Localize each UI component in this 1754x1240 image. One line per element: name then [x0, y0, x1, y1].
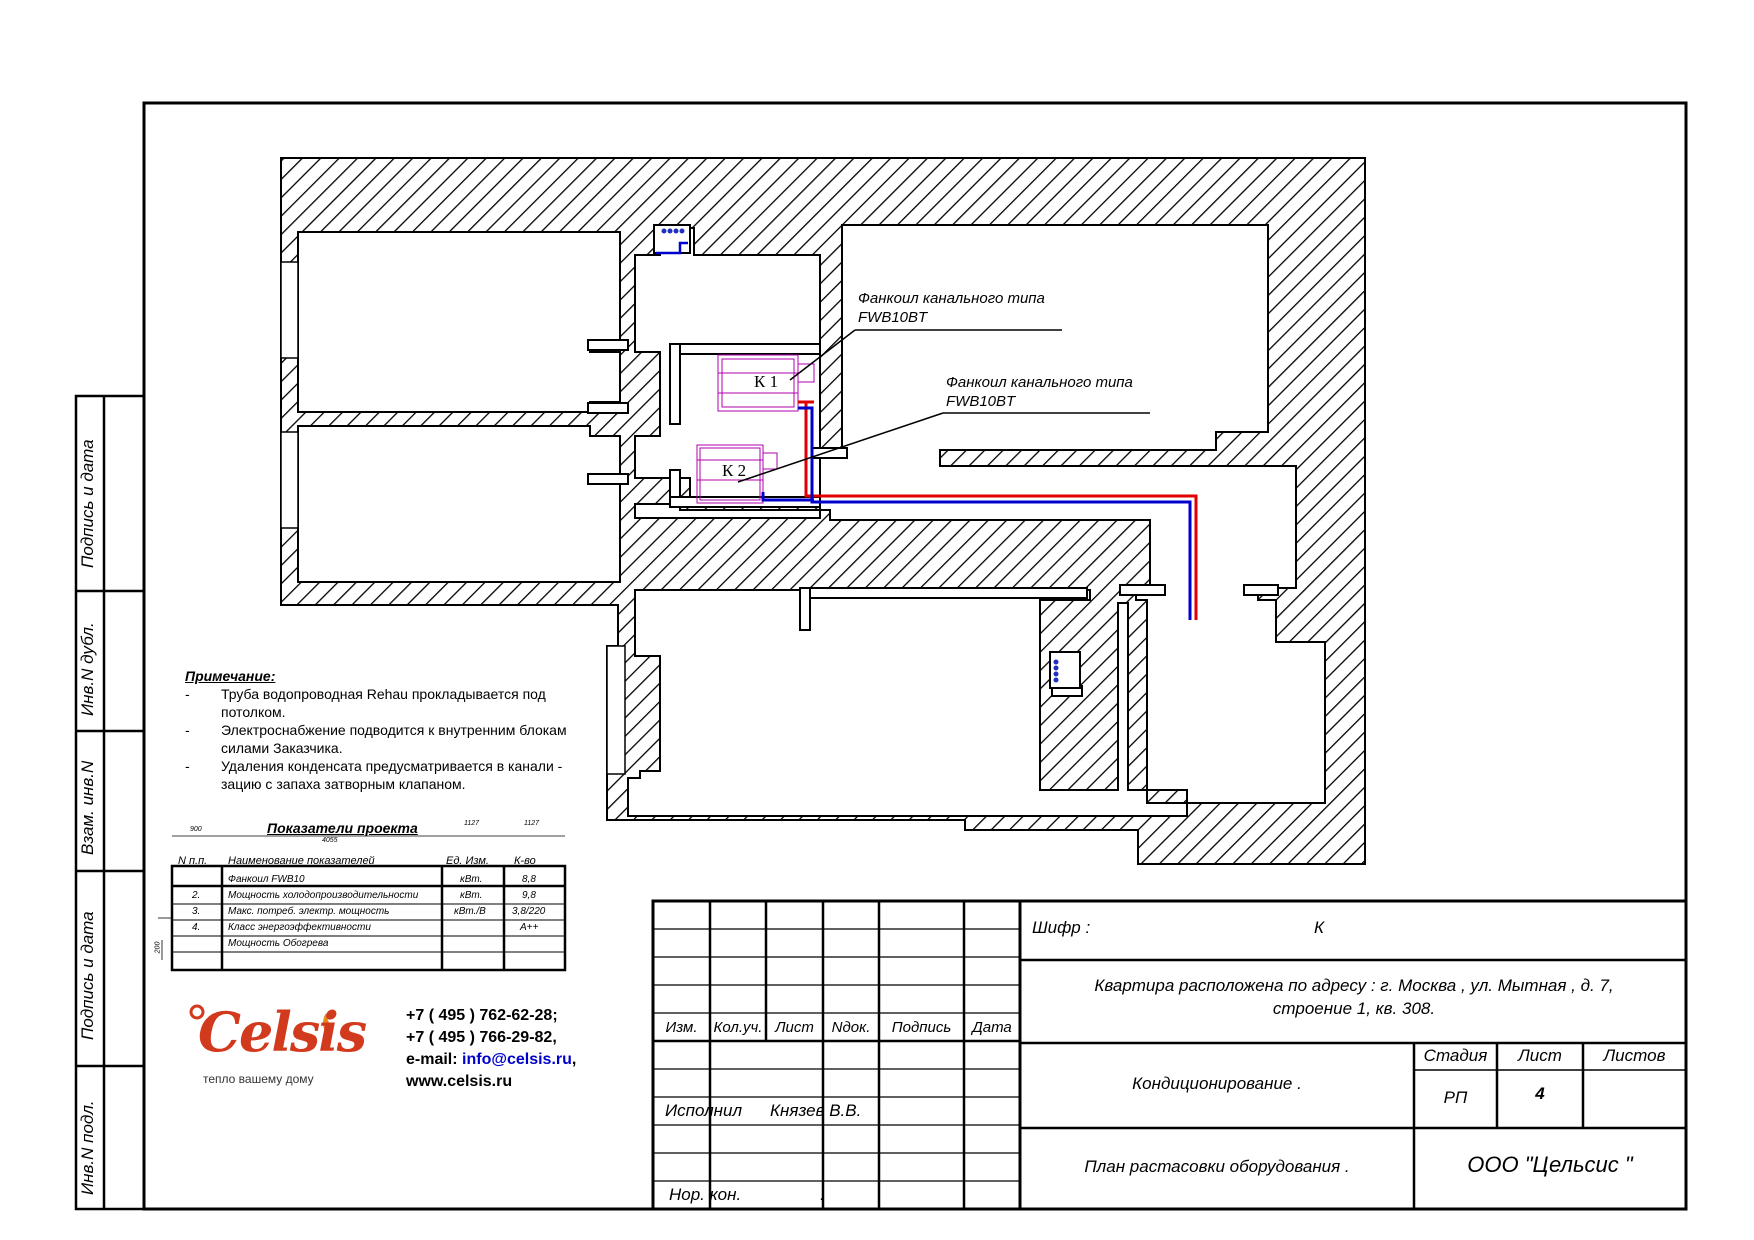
note-item: - Труба водопроводная Rehau прокладывается под потолком. [185, 686, 546, 720]
address-line1: Квартира расположена по адресу : г. Москва , ул. Мытная , д. 7, [1094, 976, 1614, 995]
address [1022, 974, 1686, 1020]
celsis-logo-text: Celsis [198, 1000, 366, 1064]
cell: Мощность холодопроизводительности [228, 890, 419, 901]
note-item: - Удаления конденсата предусматривается в канали - зацию с запаха затворным клапаном. [185, 758, 563, 792]
col-izm: Изм. [665, 1019, 698, 1036]
drawing-name: План растасовки оборудования . [1084, 1157, 1350, 1176]
phone-2: +7 ( 495 ) 766-29-82, [406, 1029, 557, 1046]
side-label-3: Взам. инв.N [78, 760, 97, 855]
side-label-1: Подпись и дата [78, 439, 97, 568]
dim-200: 200 [154, 941, 162, 954]
indicators-title: Показатели проекта [267, 820, 418, 836]
dim-1127a: 1127 [464, 820, 480, 827]
cell: 3,8/220 [512, 906, 546, 917]
norm-label: Нор. кон. [669, 1185, 742, 1204]
th-name: Наименование показателей [228, 855, 375, 867]
cell: 2. [192, 890, 201, 901]
cell: 3. [192, 906, 201, 917]
cell: Мощность Обогрева [228, 938, 329, 949]
col-ndok: Nдок. [831, 1019, 871, 1036]
callout-2-line2: FWB10BT [946, 393, 1016, 410]
cell: A++ [520, 922, 539, 933]
callout-2-line1: Фанкоил канального типа [946, 374, 1133, 391]
sheet-label: Лист [1518, 1046, 1562, 1065]
cell: 9,8 [522, 890, 536, 901]
stage-value: РП [1443, 1088, 1468, 1107]
cell: 4. [192, 922, 201, 933]
callout-1 [858, 289, 1045, 327]
side-label-2: Инв.N дубл. [78, 622, 97, 716]
contacts [406, 1005, 576, 1093]
col-kolych: Кол.уч. [713, 1019, 763, 1036]
norm-value: . [820, 1185, 825, 1204]
cell: Фанкоил FWB10 [228, 874, 305, 885]
cell: кВт. [460, 874, 483, 885]
cell: Класс энергоэффективности [228, 922, 371, 933]
email-link[interactable]: info@celsis.ru [462, 1051, 572, 1068]
th-unit: Ед. Изм. [446, 855, 489, 867]
col-list: Лист [775, 1019, 814, 1036]
note-item: - Электроснабжение подводится к внутренним блокам силами Заказчика. [185, 722, 567, 756]
cipher-value: К [1314, 918, 1325, 937]
dim-4055: 4055 [322, 837, 338, 844]
callout-1-line1: Фанкоил канального типа [858, 290, 1045, 307]
stage-label: Стадия [1423, 1046, 1488, 1065]
side-label-4: Подпись и дата [78, 911, 97, 1040]
sheet-value: 4 [1535, 1084, 1545, 1103]
th-qty: К-во [514, 855, 536, 867]
th-num: N п.п. [178, 855, 208, 867]
side-label-5: Инв.N подл. [78, 1100, 97, 1195]
cell: кВт./В [454, 906, 486, 917]
callout-2 [946, 373, 1133, 411]
col-podpis: Подпись [891, 1019, 952, 1036]
organization: ООО "Цельсис " [1467, 1152, 1633, 1177]
dim-900: 900 [190, 826, 202, 833]
cipher-label: Шифр : [1032, 918, 1091, 937]
sheets-label: Листов [1603, 1046, 1666, 1065]
section-name: Кондиционирование . [1132, 1074, 1302, 1093]
notes-block [185, 667, 567, 793]
col-data: Дата [972, 1019, 1012, 1036]
phone-1: +7 ( 495 ) 762-62-28; [406, 1007, 558, 1024]
performed-name: Князев В.В. [770, 1101, 862, 1120]
unit-label-k1: К 1 [754, 372, 779, 391]
cell: Макс. потреб. электр. мощность [228, 906, 390, 917]
dim-1127b: 1127 [524, 820, 540, 827]
callout-1-line2: FWB10BT [858, 309, 928, 326]
unit-label-k2: К 2 [722, 461, 747, 480]
email-row: e-mail: info@celsis.ru, [406, 1051, 577, 1068]
cell: 8,8 [522, 874, 536, 885]
cell: кВт. [460, 890, 483, 901]
performed-label: Исполнил [665, 1101, 743, 1120]
notes-title: Примечание: [185, 668, 276, 684]
celsis-slogan: тепло вашему дому [203, 1072, 314, 1086]
address-line2: строение 1, кв. 308. [1272, 999, 1436, 1018]
site-link[interactable]: www.celsis.ru [406, 1073, 513, 1090]
